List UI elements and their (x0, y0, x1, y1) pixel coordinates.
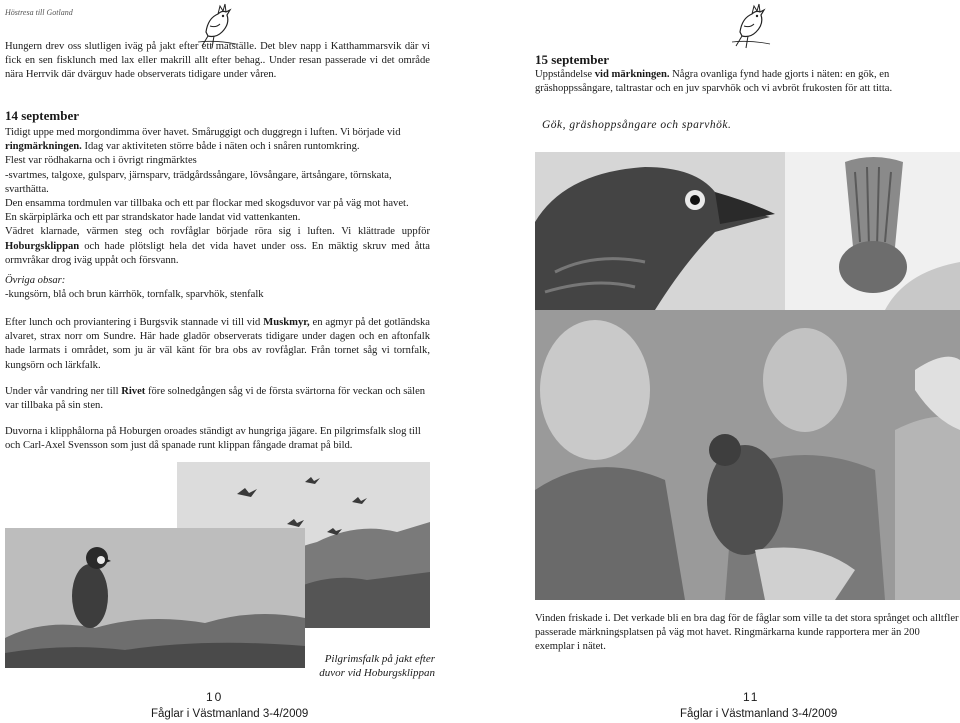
page-number-right: 11 (743, 690, 760, 704)
intro-paragraph: Hungern drev oss slutligen iväg på jakt efter ett matställe. Det blev napp i Katthammarsvik där vi fick en sen fisklunch med lax eller makrill allt efter behag.. Under resan passerade vi det område nära Herrvik där dvärguv hade observerats tidigare under våren. (5, 41, 430, 81)
birds-caption: Gök, gräshoppsångare och sparvhök. (542, 119, 732, 131)
closing-paragraph: Vinden friskade i. Det verkade bli en bra dag för de fåglar som ville ta det stora språnget och alltfler passerade märkningsplatsen på väg mot havet. Ringmärkarna kunde rapportera mer än 200 exemplar i nätet. (535, 613, 959, 653)
sep14-line6: Vädret klarnade, värmen steg och rovfåglar började röra sig i luften. Vi klättrade uppför Hoburgsklippan och hade plötsligt hela det vida havet under oss. En mäktig skruv med åtta ormvråkar drog iväg uppåt och försvann. (5, 226, 430, 266)
rivet-paragraph: Under vår vandring ner till Rivet före solnedgången såg vi de första svärtorna för veckan och sälen var tillbaka på sin sten. (5, 386, 426, 412)
sep14-paragraph: Tidigt uppe med morgondimma över havet. Småruggigt och duggregn i luften. Vi började vid ringmärkningen. Idag var aktiviteten större både i näten och i snåren runtomkring. (5, 127, 401, 153)
peregrine-photo (5, 528, 305, 668)
cuckoo-photo (535, 152, 785, 310)
sep14-section (5, 108, 430, 268)
peregrine-caption: Pilgrimsfalk på jakt efter duvor vid Hoburgsklippan (319, 653, 435, 679)
other-obs-section (5, 274, 430, 302)
magazine-footer-left: Fåglar i Västmanland 3-4/2009 (151, 708, 309, 720)
muskmyr-paragraph: Efter lunch och proviantering i Burgsvik stannade vi till vid Muskmyr, en agmyr på det gotländska alvaret, strax norr om Sundre. Här hade gladör observerats tidigare under dagen och en aftonfalk hade larmats i området, som ju är väl känt för bra obs av rovfåglar. Från tornet såg vi tornfalk, kungsörn och lärkfalk. (5, 317, 430, 371)
sparrowhawk-people-illustration (535, 310, 960, 600)
sep15-heading: 15 september (535, 52, 610, 67)
sparrowhawk-people-photo (535, 310, 960, 600)
bird-logo-icon (730, 2, 772, 50)
sep14-line4: Den ensamma tordmulen var tillbaka och ett par flockar med skogsduvor var på väg mot havet. (5, 198, 409, 210)
warbler-illustration (785, 152, 960, 310)
sep14-line2: Flest var rödhakarna och i övrigt ringmärktes (5, 155, 197, 167)
sep15-section (535, 52, 960, 96)
sep14-heading: 14 september (5, 108, 80, 123)
right-page (480, 0, 960, 723)
sep14-line5: En skärpiplärka och ett par strandskator hade landat vid vattenkanten. (5, 212, 301, 224)
duvor-paragraph: Duvorna i klipphålorna på Hoburgen oroades ständigt av hungriga jägare. En pilgrimsfalk slog till och Carl-Axel Svensson som just då spanade runt klippan fångade dramat på bild. (5, 426, 421, 452)
peregrine-illustration (5, 528, 305, 668)
other-obs-heading: Övriga obsar: (5, 275, 66, 286)
running-head: Höstresa till Gotland (5, 8, 73, 17)
cuckoo-illustration (535, 152, 785, 310)
sep15-paragraph: Uppståndelse vid märkningen. Några ovanliga fynd hade gjorts i näten: en gök, en gräshoppssångare, taltrastar och en juv sparvhök och vi avbröt frukosten för att titta. (535, 69, 893, 95)
warbler-photo (785, 152, 960, 310)
page-number-left: 10 (206, 690, 224, 704)
other-obs-text: -kungsörn, blå och brun kärrhök, tornfalk, sparvhök, stenfalk (5, 289, 264, 301)
sep14-species-list: -svartmes, talgoxe, gulsparv, järnsparv, trädgårdssångare, lövsångare, ärtsångare, törnskata, svarthätta. (5, 169, 392, 195)
magazine-footer-right: Fåglar i Västmanland 3-4/2009 (680, 708, 838, 720)
